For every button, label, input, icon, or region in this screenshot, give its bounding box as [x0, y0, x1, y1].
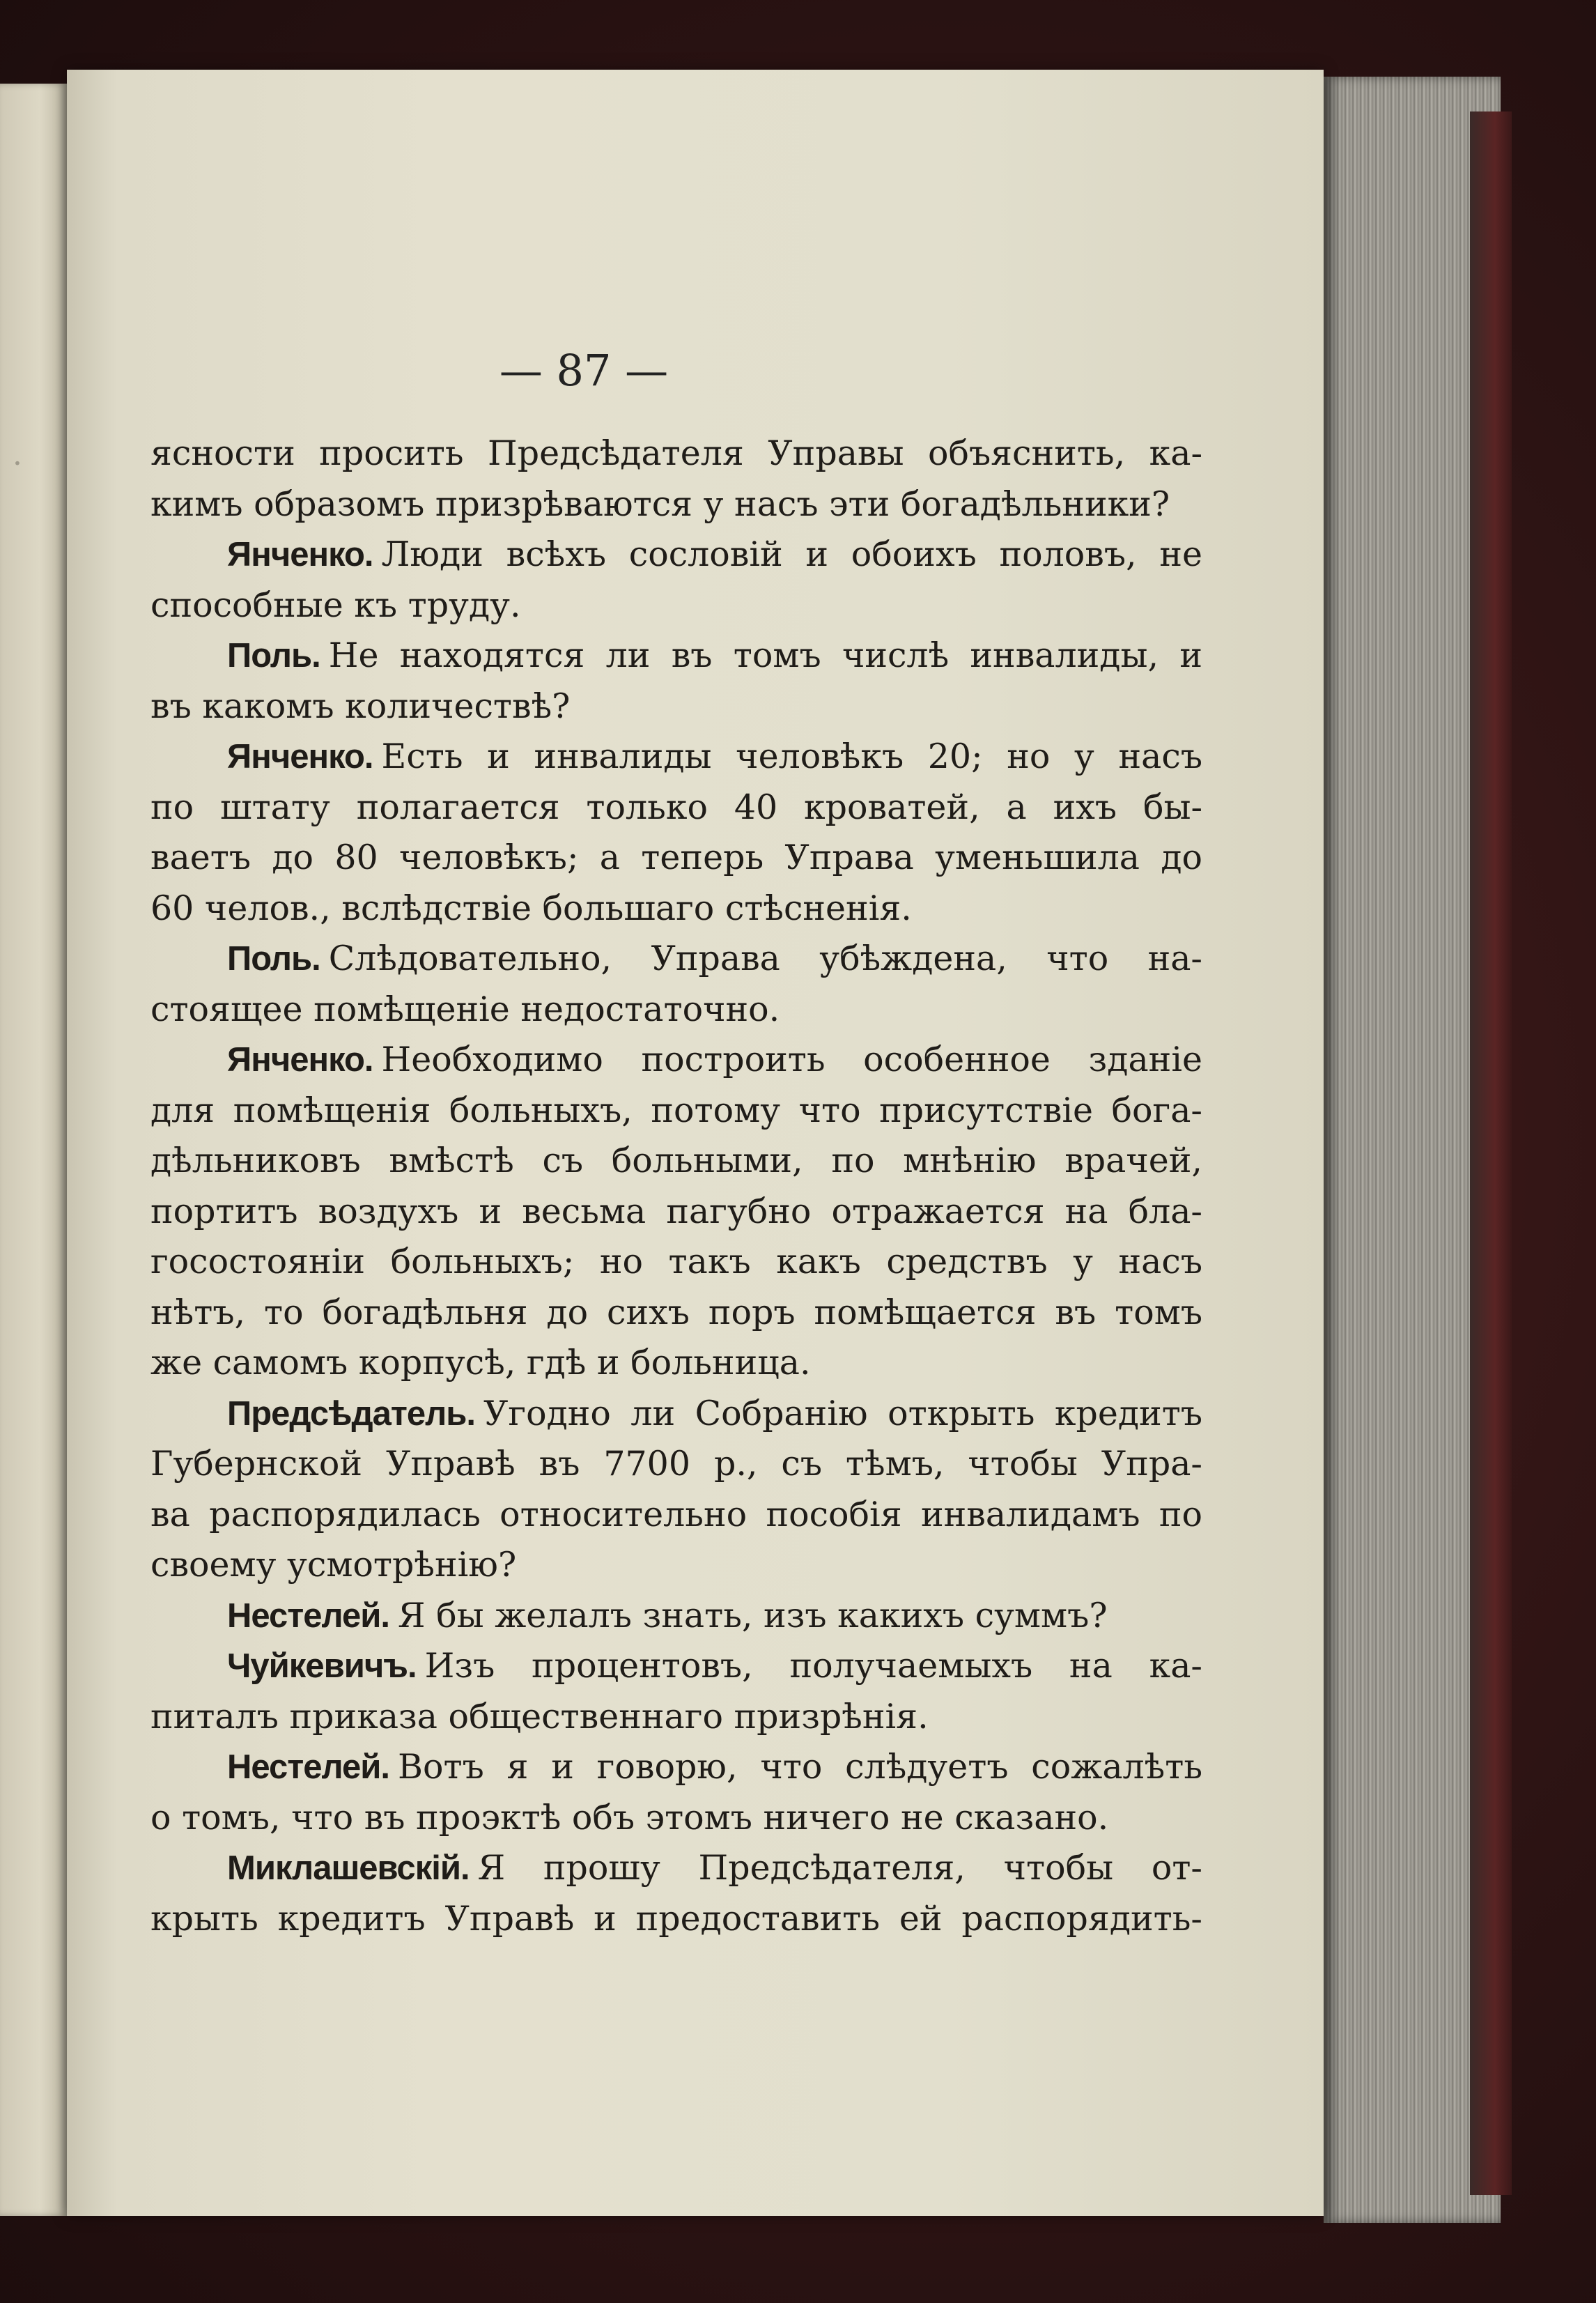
text-line	[150, 681, 1202, 732]
line-text: Люди всѣхъ сословій и обоихъ половъ, не	[381, 534, 1202, 574]
speaker-name: Чуйкевичъ.	[227, 1647, 417, 1685]
text-line	[150, 530, 1202, 580]
line-text: 60 челов., вслѣдствіе большаго стѣсненія.	[150, 888, 912, 928]
previous-page-edge	[0, 84, 67, 2216]
speaker-name: Миклашевскій.	[227, 1849, 470, 1887]
text-line	[150, 985, 1202, 1035]
line-text: Я прошу Предсѣдателя, чтобы от-	[477, 1848, 1202, 1888]
line-text: Губернской Управѣ въ 7700 р., съ тѣмъ, чтобы Упра-	[150, 1444, 1202, 1484]
previous-page-glyph: ·	[13, 446, 22, 482]
line-text: питалъ приказа общественнаго призрѣнія.	[150, 1696, 929, 1736]
speaker-name: Поль.	[227, 940, 320, 978]
text-line	[150, 1035, 1202, 1086]
line-text: дѣльниковъ вмѣстѣ съ больными, по мнѣнію врачей,	[150, 1141, 1202, 1180]
line-text: ваетъ до 80 человѣкъ; а теперь Управа уменьшила до	[150, 838, 1202, 877]
line-text: Угодно ли Собранію открыть кредитъ	[483, 1393, 1202, 1433]
line-text: нѣтъ, то богадѣльня до сихъ поръ помѣщается въ томъ	[150, 1292, 1202, 1332]
speaker-name: Нестелей.	[227, 1748, 389, 1786]
line-text: ясности просить Предсѣдателя Управы объяснить, ка-	[150, 433, 1202, 473]
line-text: Необходимо построить особенное зданіе	[381, 1040, 1202, 1079]
line-text: Вотъ я и говорю, что слѣдуетъ сожалѣть	[397, 1747, 1202, 1787]
line-text: своему усмотрѣнію?	[150, 1545, 517, 1585]
text-line	[150, 479, 1202, 530]
line-text: портитъ воздухъ и весьма пагубно отражается на бла-	[150, 1191, 1202, 1231]
line-text: Есть и инвалиды человѣкъ 20; но у насъ	[381, 737, 1202, 776]
text-line	[150, 1237, 1202, 1288]
text-line	[150, 1843, 1202, 1894]
text-line	[150, 884, 1202, 934]
text-line	[150, 1742, 1202, 1793]
text-line	[150, 1692, 1202, 1743]
text-line	[150, 1338, 1202, 1389]
line-text: госостояніи больныхъ; но такъ какъ средствъ у насъ	[150, 1242, 1202, 1281]
speaker-name: Янченко.	[227, 738, 373, 776]
text-line	[150, 783, 1202, 833]
text-line	[150, 1793, 1202, 1844]
line-text: стоящее помѣщеніе недостаточно.	[150, 989, 780, 1029]
text-line	[150, 1894, 1202, 1945]
text-line	[150, 1288, 1202, 1339]
speaker-name: Янченко.	[227, 536, 373, 573]
text-line	[150, 1490, 1202, 1541]
line-text: кимъ образомъ призрѣваются у насъ эти богадѣльники?	[150, 484, 1170, 524]
line-text: для помѣщенія больныхъ, потому что присутствіе бога-	[150, 1090, 1202, 1130]
text-line	[150, 580, 1202, 631]
text-line	[150, 1389, 1202, 1440]
page-number: — 87 —	[499, 345, 669, 396]
text-line	[150, 1540, 1202, 1591]
speaker-name: Предсѣдатель.	[227, 1394, 476, 1433]
line-text: Изъ процентовъ, получаемыхъ на ка-	[424, 1646, 1202, 1686]
text-line	[150, 1086, 1202, 1137]
text-line	[150, 1136, 1202, 1187]
book-cover-edge	[1470, 111, 1512, 2195]
line-text: ва распорядилась относительно пособія инвалидамъ по	[150, 1494, 1202, 1534]
text-line	[150, 429, 1202, 479]
line-text: крыть кредитъ Управѣ и предоставить ей распорядить-	[150, 1898, 1202, 1939]
line-text: Я бы желалъ знать, изъ какихъ суммъ?	[397, 1595, 1108, 1635]
text-line	[150, 732, 1202, 783]
speaker-name: Поль.	[227, 637, 320, 675]
text-line	[150, 1187, 1202, 1238]
text-line	[150, 1439, 1202, 1490]
text-line	[150, 631, 1202, 681]
speaker-name: Нестелей.	[227, 1596, 389, 1635]
line-text: въ какомъ количествѣ?	[150, 686, 571, 726]
page-body-text	[150, 429, 1202, 1944]
text-line	[150, 1591, 1202, 1642]
speaker-name: Янченко.	[227, 1041, 373, 1079]
book-page	[67, 70, 1324, 2216]
line-text: по штату полагается только 40 кроватей, а ихъ бы-	[150, 787, 1202, 827]
line-text: Не находятся ли въ томъ числѣ инвалиды, и	[328, 636, 1202, 675]
text-line	[150, 833, 1202, 884]
text-line	[150, 1641, 1202, 1692]
line-text: о томъ, что въ проэктѣ объ этомъ ничего не сказано.	[150, 1797, 1109, 1838]
line-text: Слѣдовательно, Управа убѣждена, что на-	[328, 939, 1202, 978]
line-text: же самомъ корпусѣ, гдѣ и больница.	[150, 1343, 811, 1382]
line-text: способные къ труду.	[150, 585, 521, 625]
text-line	[150, 934, 1202, 985]
